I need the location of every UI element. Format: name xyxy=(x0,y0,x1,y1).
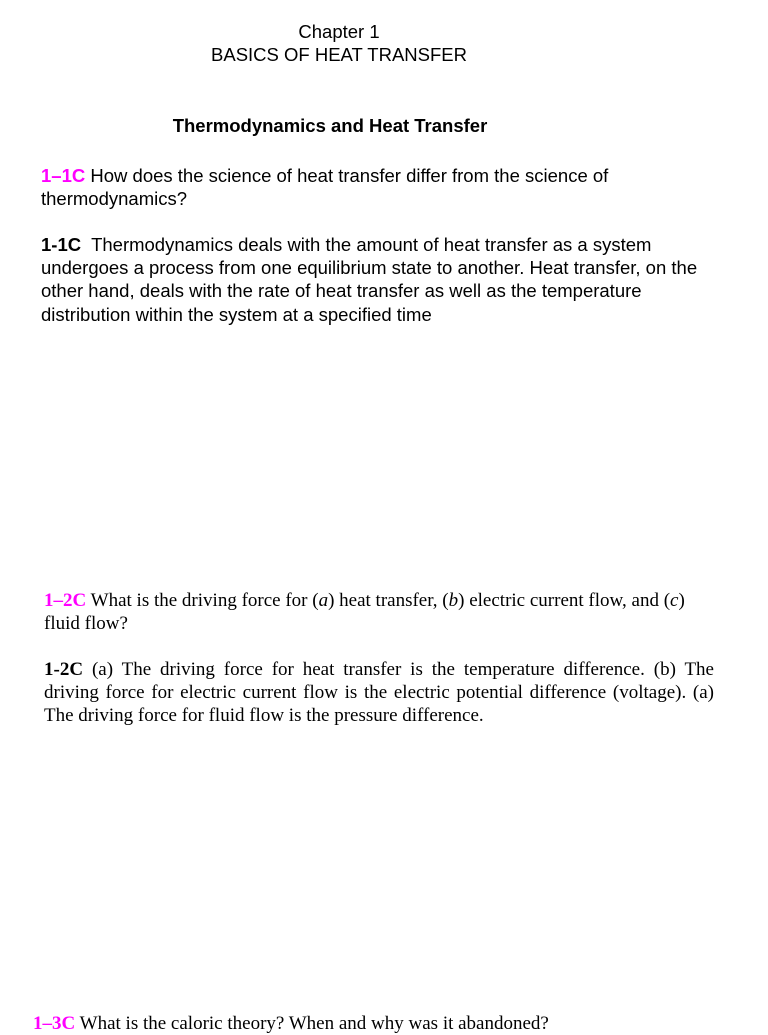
question-part-letter: c xyxy=(670,590,679,611)
question-text-part: ) fluid flow? xyxy=(44,590,685,635)
answer-text: (a) The driving force for heat transfer is the temperature difference. (b) The driving force for electric current flow is the electric potential difference (voltage). (a) The driving force for fluid flow is the pressure difference. xyxy=(44,659,714,727)
chapter-number: Chapter 1 xyxy=(298,21,380,42)
question-number: 1–1C xyxy=(41,165,86,186)
answer-1-2c xyxy=(44,658,714,728)
question-number: 1–2C xyxy=(44,590,87,611)
chapter-title: BASICS OF HEAT TRANSFER xyxy=(211,44,467,65)
answer-1-1c xyxy=(41,233,721,326)
question-text-part: ) heat transfer, ( xyxy=(328,590,449,611)
section-heading: Thermodynamics and Heat Transfer xyxy=(172,115,488,136)
answer-text: Thermodynamics deals with the amount of heat transfer as a system undergoes a process from one equilibrium state to another. Heat transfer, on the other hand, deals with the rate of heat transfer as well as the temperature distribution within the system at a specified time xyxy=(41,234,698,325)
question-text-part: What is the driving force for ( xyxy=(90,590,319,611)
question-part-letter: b xyxy=(448,590,459,611)
question-text-part: ) electric current flow, and ( xyxy=(458,590,671,611)
question-1-2c xyxy=(44,589,714,635)
question-1-1c xyxy=(41,164,721,210)
answer-number: 1-1C xyxy=(41,234,82,255)
question-text: How does the science of heat transfer differ from the science of thermodynamics? xyxy=(41,165,609,210)
question-number: 1–3C xyxy=(33,1013,76,1034)
answer-number: 1-2C xyxy=(44,659,84,680)
chapter-header xyxy=(0,20,678,66)
question-text: What is the caloric theory? When and why was it abandoned? xyxy=(79,1013,549,1034)
question-part-letter: a xyxy=(318,590,329,611)
